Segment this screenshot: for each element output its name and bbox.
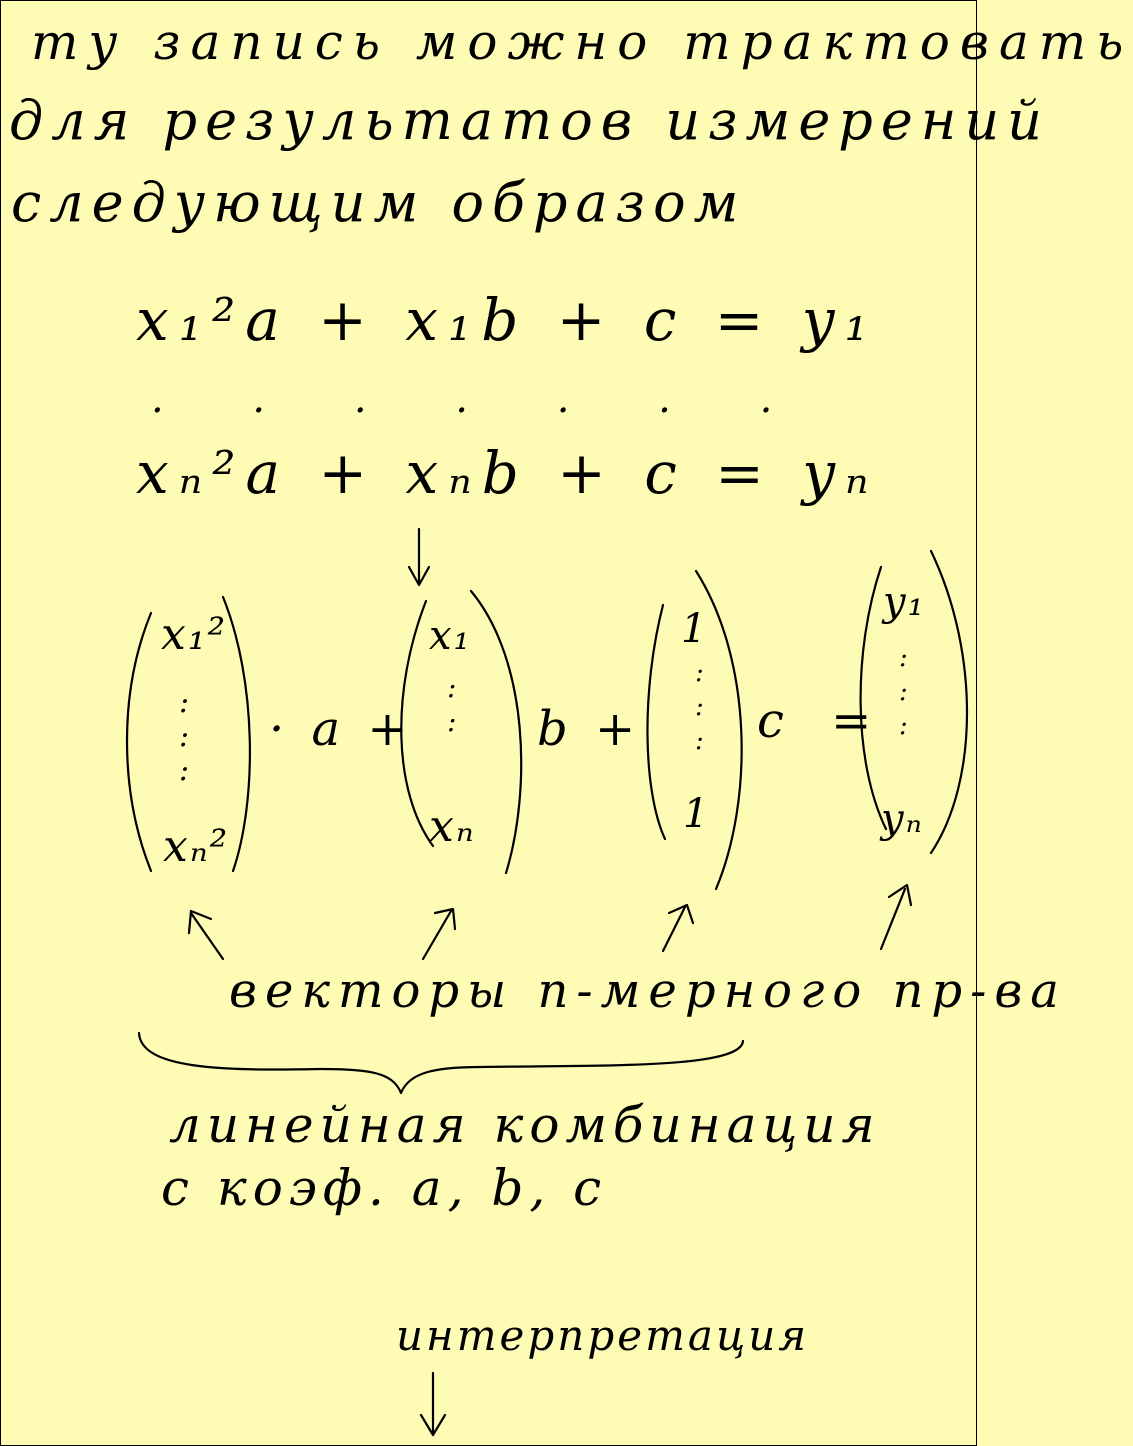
- equation-first: x₁²a + x₁b + c = y₁: [136, 286, 878, 354]
- up-arrow-icon: [189, 911, 223, 959]
- vector4-dots: : : :: [899, 643, 908, 741]
- vector4-bottom: yₙ: [881, 796, 924, 842]
- up-arrow-icon: [881, 885, 911, 949]
- vector1-dots: : : :: [179, 685, 190, 788]
- vector3-bottom: 1: [683, 791, 711, 837]
- vector1-top: x₁²: [161, 609, 228, 660]
- vector4-top: y₁: [883, 579, 926, 625]
- vector3-top: 1: [681, 606, 709, 652]
- text-line-3: следующим образом: [11, 171, 747, 234]
- interpretation-label: интерпретация: [396, 1311, 810, 1360]
- vector2-top: x₁: [429, 613, 472, 659]
- vector4-right-paren: [931, 551, 967, 853]
- vector1-left-paren: [127, 613, 151, 871]
- vectors-caption: векторы n-мерного пр-ва: [229, 963, 1067, 1019]
- vector1-bottom: xₙ²: [163, 821, 230, 872]
- vector3-left-paren: [647, 605, 665, 839]
- down-arrow-icon: [409, 529, 429, 585]
- up-arrow-icon: [663, 905, 693, 951]
- equation-last: xₙ²a + xₙb + c = yₙ: [136, 439, 879, 507]
- up-arrow-icon: [423, 909, 455, 959]
- vector3-dots: : : :: [695, 658, 704, 756]
- equation-ellipsis: . . . . . . .: [151, 376, 811, 422]
- text-line-1: ту запись можно трактовать: [31, 13, 1133, 71]
- linear-combination-label: линейная комбинация: [169, 1096, 881, 1154]
- operator-c: c =: [757, 693, 888, 749]
- coefficients-label: с коэф. a, b, c: [161, 1159, 608, 1217]
- operator-a: · a +: [269, 701, 414, 757]
- vector2-right-paren: [471, 591, 521, 873]
- curly-brace: [139, 1033, 743, 1093]
- vector2-dots: : :: [447, 671, 457, 738]
- down-arrow-icon: [421, 1373, 445, 1435]
- text-line-2: для результатов измерений: [9, 89, 1050, 152]
- vector2-bottom: xₙ: [429, 801, 476, 852]
- operator-b: b +: [537, 701, 642, 757]
